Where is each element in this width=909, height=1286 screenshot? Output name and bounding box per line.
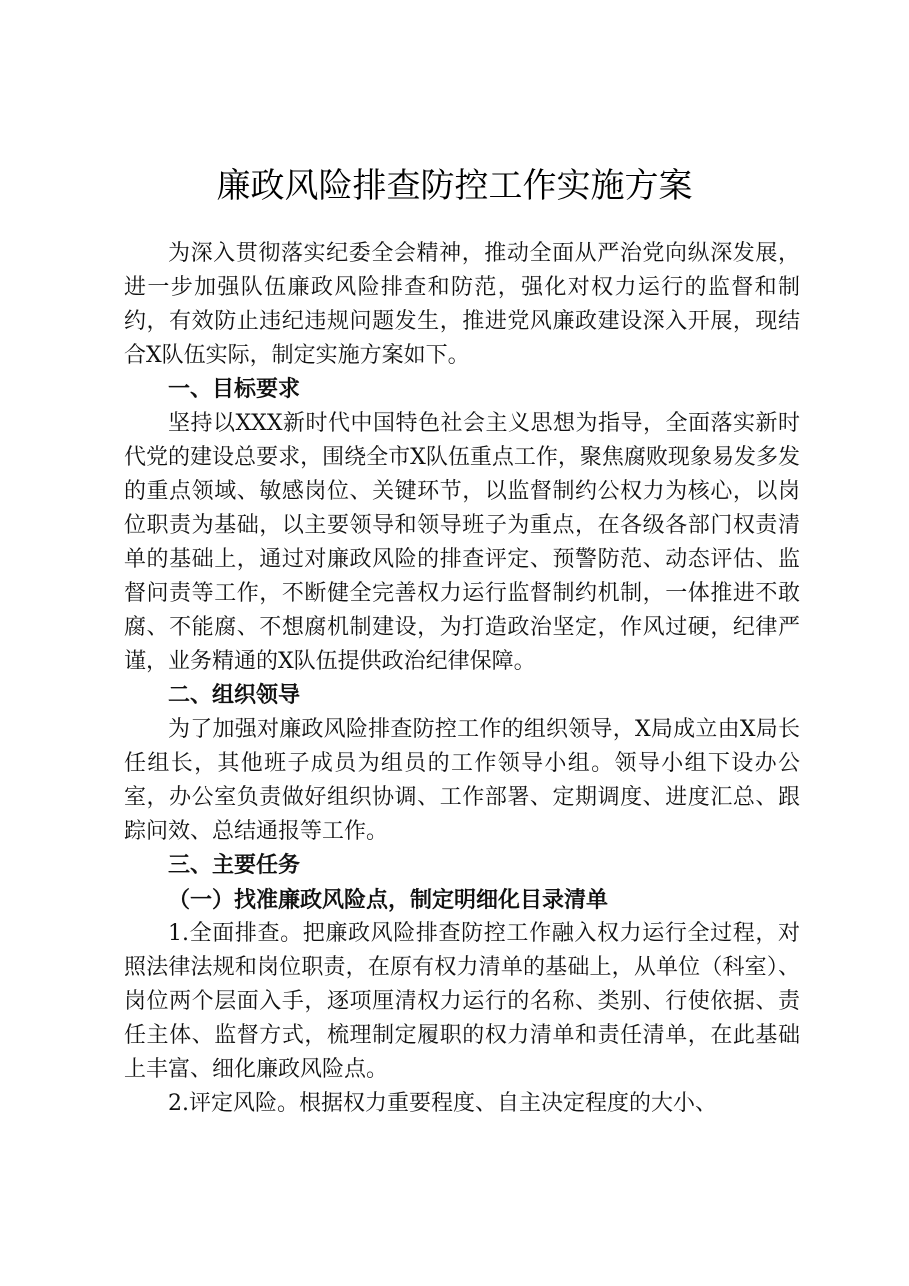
task-item-comprehensive-check: 1.全面排查。把廉政风险排查防控工作融入权力运行全过程，对照法律法规和岗位职责，在原有权力清单的基础上，从单位（科室）、岗位两个层面入手，逐项厘清权力运行的名称、类别、行使依据、责任主体、监督方式，梳理制定履职的权力清单和责任清单，在此基础上丰富、细化廉政风险点。	[124, 921, 800, 1082]
section-paragraph-leadership: 为了加强对廉政风险排查防控工作的组织领导，X局成立由X局长任组长，其他班子成员为组员的工作领导小组。领导小组下设办公室，办公室负责做好组织协调、工作部署、定期调度、进度汇总、跟踪问效、总结通报等工作。	[124, 717, 800, 844]
document-title: 廉政风险排查防控工作实施方案	[216, 166, 693, 206]
task-item-risk-assessment: 2.评定风险。根据权力重要程度、自主决定程度的大小、	[168, 1091, 717, 1116]
subsection-heading-risk-points: （一）找准廉政风险点，制定明细化目录清单	[168, 887, 609, 913]
intro-paragraph: 为深入贯彻落实纪委全会精神，推动全面从严治党向纵深发展，进一步加强队伍廉政风险排查和防范，强化对权力运行的监督和制约，有效防止违纪违规问题发生，推进党风廉政建设深入开展，现结合X队伍实际，制定实施方案如下。	[124, 241, 800, 368]
section-heading-goals: 一、目标要求	[168, 377, 301, 402]
section-paragraph-goals: 坚持以XXX新时代中国特色社会主义思想为指导，全面落实新时代党的建设总要求，围绕全市X队伍重点工作，聚焦腐败现象易发多发的重点领域、敏感岗位、关键环节，以监督制约公权力为核心，以岗位职责为基础，以主要领导和领导班子为重点，在各级各部门权责清单的基础上，通过对廉政风险的排查评定、预警防范、动态评估、监督问责等工作，不断健全完善权力运行监督制约机制，一体推进不敢腐、不能腐、不想腐机制建设，为打造政治坚定，作风过硬，纪律严谨，业务精通的X队伍提供政治纪律保障。	[124, 411, 800, 674]
document-body	[124, 237, 800, 1121]
section-heading-leadership: 二、组织领导	[168, 683, 301, 708]
section-heading-tasks: 三、主要任务	[168, 853, 301, 878]
